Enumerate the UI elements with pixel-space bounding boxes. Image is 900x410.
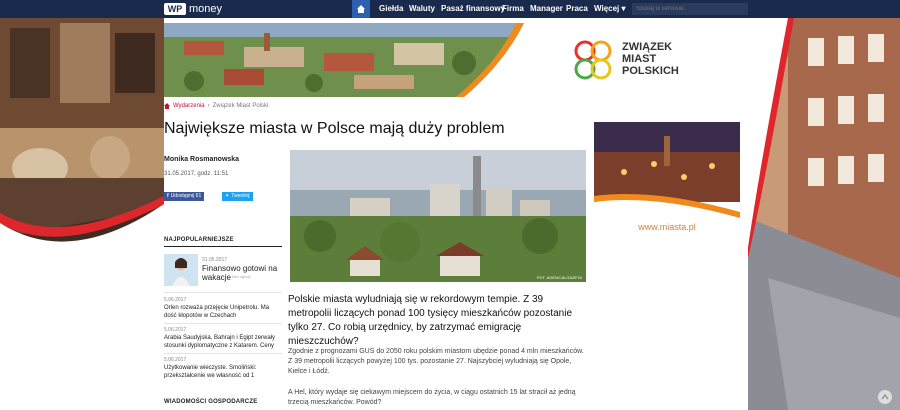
nav-item-manager[interactable]: Manager [530,4,563,13]
logo-text: money [189,3,223,15]
list-item-title[interactable]: Arabia Saudyjska, Bahrajn i Egipt zerwały stosunki dyplomatyczne z Katarem. Ceny [164,335,276,349]
facebook-share-button[interactable] [164,192,204,201]
article-paragraph: A Hel, który wydaje się ciekawym miejscem do życia, w ciągu ostatnich 15 lat stracił aż jedną trzecią mieszkańców. Powód? [288,389,576,406]
twitter-icon: ✦ [225,193,230,199]
divider [164,323,282,324]
breadcrumb-separator: › [207,103,210,109]
popular-featured-source: Bez zgody [232,274,251,279]
top-navigation-bar [0,0,900,18]
business-news-heading: WIADOMOŚCI GOSPODARCZE [164,399,258,405]
search-input[interactable] [632,3,748,15]
list-item-date: 5.06.2017 [164,357,187,363]
aerial-city-photo [164,23,524,97]
article-date: 31.05.2017, godz. 11:51 [164,171,229,177]
breadcrumb-current[interactable]: Związek Miast Polski [212,103,269,109]
twitter-share-button[interactable] [222,192,253,201]
org-name-line: POLSKICH [622,65,679,77]
nav-item-pasaz-finansowy[interactable]: Pasaż finansowy [441,4,506,13]
right-background-ad[interactable] [748,18,900,410]
list-item-title[interactable]: Użytkowanie wieczyste. Smoliński: przekształcenie we własność od 1 [164,365,257,379]
breadcrumb-section-link[interactable]: Wydarzenia [173,103,205,109]
popular-heading: NAJPOPULARNIEJSZE [164,237,234,243]
left-background-ad[interactable] [0,18,164,410]
nav-item-wiecej[interactable]: Więcej ▾ [594,4,626,13]
home-button[interactable] [352,0,370,18]
article-paragraph: Zgodnie z prognozami GUS do 2050 roku polskim miastom ubędzie ponad 4 mln mieszkańców. Z 39 metropolii liczących powyżej 100 tys. pozostanie 27. Najszybciej wyludniają się Opole, Kielce i Łódź. [288,348,584,375]
photo-credit: FOT. AGENCJA GAZETA [536,275,582,280]
nav-item-firma[interactable]: Firma [502,4,524,13]
city-skyline-photo [290,150,586,282]
list-item-title[interactable]: Orlen rozważa przejęcie Unipetrolu. Ma dość kłopotów w Czechach [164,305,270,319]
org-name-line: MIAST [622,53,657,65]
breadcrumb [164,103,268,109]
twitter-share-label: Tweetnij [231,193,250,199]
divider [164,246,282,247]
wp-money-logo[interactable] [164,2,222,16]
article-author[interactable]: Monika Rosmanowska [164,156,240,163]
divider [164,292,282,293]
arrow-icon [881,393,889,401]
list-item-date: 5.06.2017 [164,297,187,303]
facebook-share-label: Udostępnij 61 [170,193,202,199]
org-name-line: ZWIĄZEK [622,41,673,53]
old-town-street-photo [748,18,900,410]
article-lead: Polskie miasta wyludniają się w rekordowym tempie. Z 39 metropolii liczących ponad 100 tysięcy mieszkańców pozostanie tylko 27. Co robią urzędnicy, by zatrzymać emigrację mieszczuchów? [288,294,573,347]
miasta-pl-ad[interactable] [594,122,740,238]
zmp-org-name [622,41,712,77]
home-icon[interactable] [164,103,170,109]
zmp-logo-icon [570,37,616,83]
nav-item-gielda[interactable]: Giełda [379,4,404,13]
scroll-top-button[interactable] [878,390,892,404]
nav-item-waluty[interactable]: Waluty [409,4,435,13]
popular-thumbnail[interactable] [164,254,198,286]
ad-url-link[interactable]: www.miasta.pl [638,222,696,232]
divider [164,353,282,354]
popular-featured-title[interactable]: Finansowo gotowi na wakacje [202,264,278,282]
home-icon [356,4,366,14]
cafe-street-photo [0,18,164,410]
popular-featured-date: 31.05.2017 [202,257,228,263]
article-title: Największe miasta w Polsce mają duży problem [164,120,505,137]
list-item-date: 5.06.2017 [164,327,187,333]
facebook-icon: f [167,193,169,199]
article-hero-image[interactable] [290,150,586,282]
wp-logo-badge: WP [164,3,186,15]
top-banner-ad[interactable] [164,23,748,97]
nav-item-praca[interactable]: Praca [566,4,588,13]
night-city-photo [594,122,740,238]
